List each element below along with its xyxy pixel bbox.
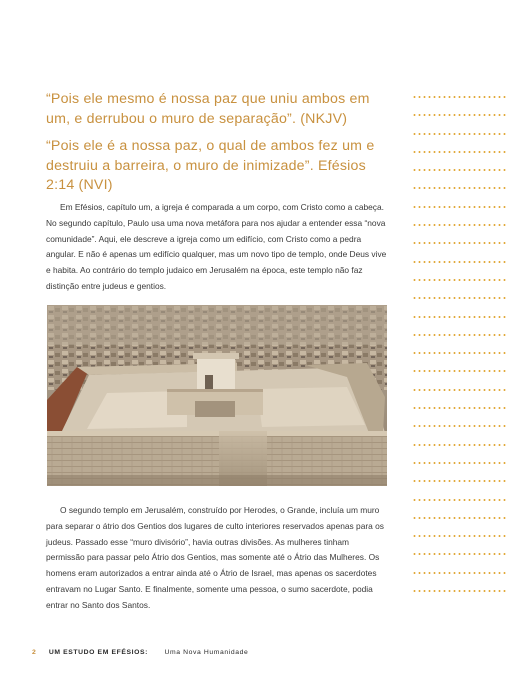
dot-row [412,151,508,153]
dot-row [412,96,508,98]
dot-row [412,370,508,372]
dot-row [412,279,508,281]
body-paragraph-2-text: O segundo templo em Jerusalém, construído por Herodes, o Grande, incluía um muro para separar o átrio dos Gentios dos lugares de culto interiores reservados apenas para os judeus. Passado esse “muro divisório”, havia outras divisões. As mulheres tinham permissão para passar pelo Átrio dos Gentios, mas somente até o Átrio das Mulheres. Os homens eram autorizados a entrar ainda até o Átrio de Israel, mas apenas os sacerdotes entravam no Lugar Santo. E finalmente, somente uma pessoa, o sumo sacerdote, podia entrar no Santo dos Santos. [46,505,384,610]
dot-row [412,187,508,189]
dot-row [412,444,508,446]
body-paragraph-1-text: Em Efésios, capítulo um, a igreja é comparada a um corpo, com Cristo como a cabeça. No segundo capítulo, Paulo usa uma nova metáfora para nos ajudar a entender essa “nova comunidade”. Aqui, ele descreve a igreja como um edifício, com Cristo como a pedra angular. E não é apenas um edifício qualquer, mas um novo tipo de templo, onde Deus vive e habita. Ao contrário do templo judaico em Jerusalém na época, este templo não faz distinção entre judeus e gentios. [46,202,387,291]
footer-subtitle: Uma Nova Humanidade [164,649,249,656]
dot-row [412,114,508,116]
dot-row [412,242,508,244]
dot-row [412,316,508,318]
pull-quote-nvi: “Pois ele é a nossa paz, o qual de ambos fez um e destruiu a barreira, o muro de inimizade”. Efésios 2:14 (NVI) [46,138,375,193]
dot-row [412,480,508,482]
body-paragraph-1 [46,200,388,295]
decorative-dotted-lines [412,96,508,608]
dot-row [412,553,508,555]
page-number: 2 [32,649,37,656]
dot-row [412,389,508,391]
dot-row [412,499,508,501]
dot-row [412,535,508,537]
body-paragraph-2 [46,503,388,614]
dot-row [412,462,508,464]
page-footer [32,649,248,656]
dot-row [412,517,508,519]
dot-row [412,297,508,299]
dot-row [412,224,508,226]
dot-row [412,425,508,427]
dot-row [412,169,508,171]
temple-model-photo [47,305,387,486]
pull-quote-nkjv: “Pois ele mesmo é nossa paz que uniu ambos em um, e derrubou o muro de separação”. (NKJV) [46,91,370,127]
footer-title: UM ESTUDO EM EFÉSIOS: [48,649,148,656]
dot-row [412,334,508,336]
dot-row [412,261,508,263]
dot-row [412,352,508,354]
dot-row [412,590,508,592]
dot-row [412,407,508,409]
dot-row [412,572,508,574]
dot-row [412,133,508,135]
dot-row [412,206,508,208]
